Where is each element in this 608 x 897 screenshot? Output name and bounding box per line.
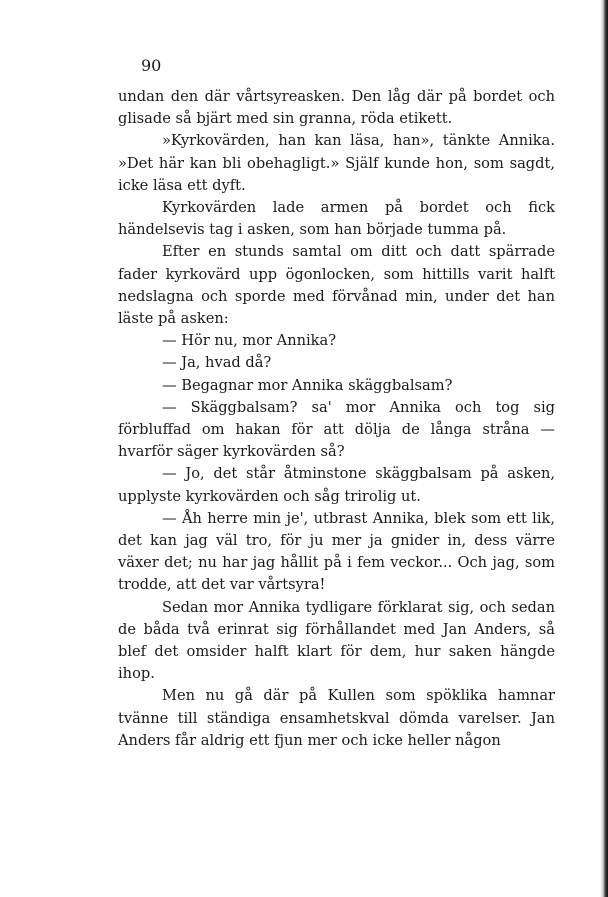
paragraph: Men nu gå där på Kullen som spöklika hamnar tvänne till ständiga ensamhetskval dömda varelser. Jan Anders får aldrig ett fjun mer och icke heller någon <box>118 687 555 749</box>
paragraph: »Kyrkovärden, han kan läsa, han», tänkte Annika. »Det här kan bli obehagligt.» Själf kunde hon, som sagdt, icke läsa ett dyft. <box>118 132 555 194</box>
paragraph: Kyrkovärden lade armen på bordet och fick händelsevis tag i asken, som han började tumma på. <box>118 199 555 239</box>
page-number: 90 <box>141 56 162 75</box>
page-edge-shadow <box>600 0 608 897</box>
dialogue-line: — Hör nu, mor Annika? <box>162 332 337 350</box>
dialogue-line: — Jo, det står åtminstone skäggbalsam på asken, upplyste kyrkovärden och såg trirolig ut. <box>118 465 555 505</box>
dialogue-line: — Skäggbalsam? sa' mor Annika och tog sig förbluffad om hakan för att dölja de långa stråna — hvarför säger kyrkovärden så? <box>118 398 555 461</box>
dialogue-line: — Åh herre min je', utbrast Annika, blek som ett lik, det kan jag väl tro, för ju mer ja gnider in, dess värre växer det; nu har jag hållit på i fem veckor... Och jag, som trodde, att det var vårtsyra! <box>118 509 555 594</box>
body-text <box>118 86 555 752</box>
dialogue-line: — Ja, hvad då? <box>162 354 272 372</box>
paragraph: Sedan mor Annika tydligare förklarat sig, och sedan de båda två erinrat sig förhållandet med Jan Anders, så blef det omsider halft klart för dem, hur saken hängde ihop. <box>118 598 555 683</box>
paragraph: Efter en stunds samtal om ditt och datt spärrade fader kyrkovärd upp ögonlocken, som hittills varit halft nedslagna och sporde med förvånad min, under det han läste på asken: <box>118 243 555 328</box>
paragraph: undan den där vårtsyreasken. Den låg där på bordet och glisade så bjärt med sin granna, röda etikett. <box>118 88 555 128</box>
dialogue-line: — Begagnar mor Annika skäggbalsam? <box>162 376 453 394</box>
